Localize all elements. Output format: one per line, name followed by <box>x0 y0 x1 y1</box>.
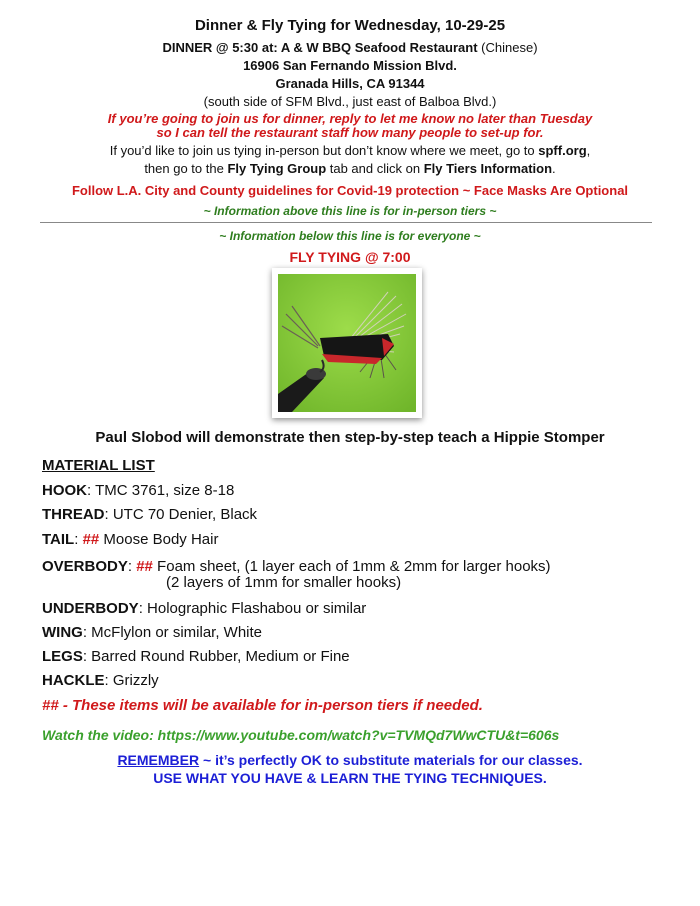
in-person-note-text: - These items will be available for in-person tiers if needed. <box>58 697 483 714</box>
fly-photo <box>272 268 422 418</box>
material-value: Moose Body Hair <box>99 531 219 548</box>
material-label: TAIL <box>42 531 75 548</box>
dinner-cuisine: (Chinese) <box>477 40 538 55</box>
join-line-2 <box>0 161 700 176</box>
remember-text: ~ it’s perfectly OK to substitute materials for our classes. <box>199 752 583 768</box>
in-person-marker: ## <box>136 558 153 575</box>
material-label: HOOK <box>42 482 87 499</box>
info-below-line: ~ Information below this line is for everyone ~ <box>219 229 481 243</box>
material-label: WING <box>42 624 83 641</box>
material-value: : Barred Round Rubber, Medium or Fine <box>82 648 350 665</box>
fly-tying-time: FLY TYING @ 7:00 <box>289 249 411 265</box>
dinner-line <box>0 40 700 55</box>
material-label: HACKLE <box>42 672 105 689</box>
video-link[interactable]: Watch the video: https://www.youtube.com/watch?v=TVMQd7WwCTU&t=606s <box>42 727 560 743</box>
section-divider <box>40 222 652 223</box>
material-value: Foam sheet, (1 layer each of 1mm & 2mm for larger hooks) <box>152 558 551 575</box>
remember-word: REMEMBER <box>117 752 200 768</box>
material-label: UNDERBODY <box>42 600 139 617</box>
material-wing <box>42 624 262 641</box>
fly-tiers-information-ref: Fly Tiers Information <box>423 161 553 176</box>
material-label: OVERBODY <box>42 558 128 575</box>
join-line-2-text: then go to the <box>144 161 228 176</box>
material-list-header: MATERIAL LIST <box>42 457 155 474</box>
join-line-1-text: If you’d like to join us tying in-person but don’t know where we meet, go to <box>109 143 539 158</box>
in-person-marker: ## <box>82 531 100 548</box>
dinner-location: DINNER @ 5:30 at: A & W BBQ Seafood Restaurant <box>162 40 478 55</box>
join-line-1-end: , <box>586 143 591 158</box>
material-hackle <box>42 672 159 689</box>
covid-notice: Follow L.A. City and County guidelines for Covid-19 protection ~ Face Masks Are Optional <box>71 183 629 198</box>
material-underbody <box>42 600 366 617</box>
material-tail <box>42 531 218 548</box>
remember-line-1 <box>0 752 700 768</box>
rsvp-line-1: If you’re going to join us for dinner, reply to let me know no later than Tuesday <box>107 111 593 126</box>
info-above-line: ~ Information above this line is for in-person tiers ~ <box>203 204 497 218</box>
material-overbody-note: (2 layers of 1mm for smaller hooks) <box>166 574 402 591</box>
join-line-1 <box>0 143 700 158</box>
material-overbody <box>42 558 551 575</box>
material-value: : UTC 70 Denier, Black <box>104 506 258 523</box>
material-value: : Grizzly <box>104 672 159 689</box>
spff-link[interactable]: spff.org <box>538 143 587 158</box>
remember-line-2: USE WHAT YOU HAVE & LEARN THE TYING TECHNIQUES. <box>153 770 547 786</box>
in-person-note <box>42 697 483 714</box>
demo-description: Paul Slobod will demonstrate then step-by-step teach a Hippie Stomper <box>95 429 605 446</box>
page-title: Dinner & Fly Tying for Wednesday, 10-29-25 <box>194 17 506 34</box>
material-value: : TMC 3761, size 8-18 <box>87 482 235 499</box>
hippie-stomper-fly-icon <box>278 274 416 412</box>
address-street: 16906 San Fernando Mission Blvd. <box>243 58 457 73</box>
in-person-marker: ## <box>42 697 59 714</box>
address-note: (south side of SFM Blvd., just east of Balboa Blvd.) <box>203 94 497 109</box>
material-hook <box>42 482 234 499</box>
material-value: : Holographic Flashabou or similar <box>138 600 367 617</box>
rsvp-line-2: so I can tell the restaurant staff how many people to set-up for. <box>156 125 544 140</box>
join-line-2-end: . <box>552 161 556 176</box>
material-colon: : <box>127 558 137 575</box>
address-city: Granada Hills, CA 91344 <box>275 76 425 91</box>
material-label: THREAD <box>42 506 105 523</box>
material-colon: : <box>74 531 83 548</box>
material-label: LEGS <box>42 648 83 665</box>
material-legs <box>42 648 350 665</box>
material-thread <box>42 506 257 523</box>
material-value: : McFlylon or similar, White <box>82 624 263 641</box>
fly-tying-group-tab-ref: Fly Tying Group <box>227 161 327 176</box>
join-line-2-middle: tab and click on <box>326 161 424 176</box>
